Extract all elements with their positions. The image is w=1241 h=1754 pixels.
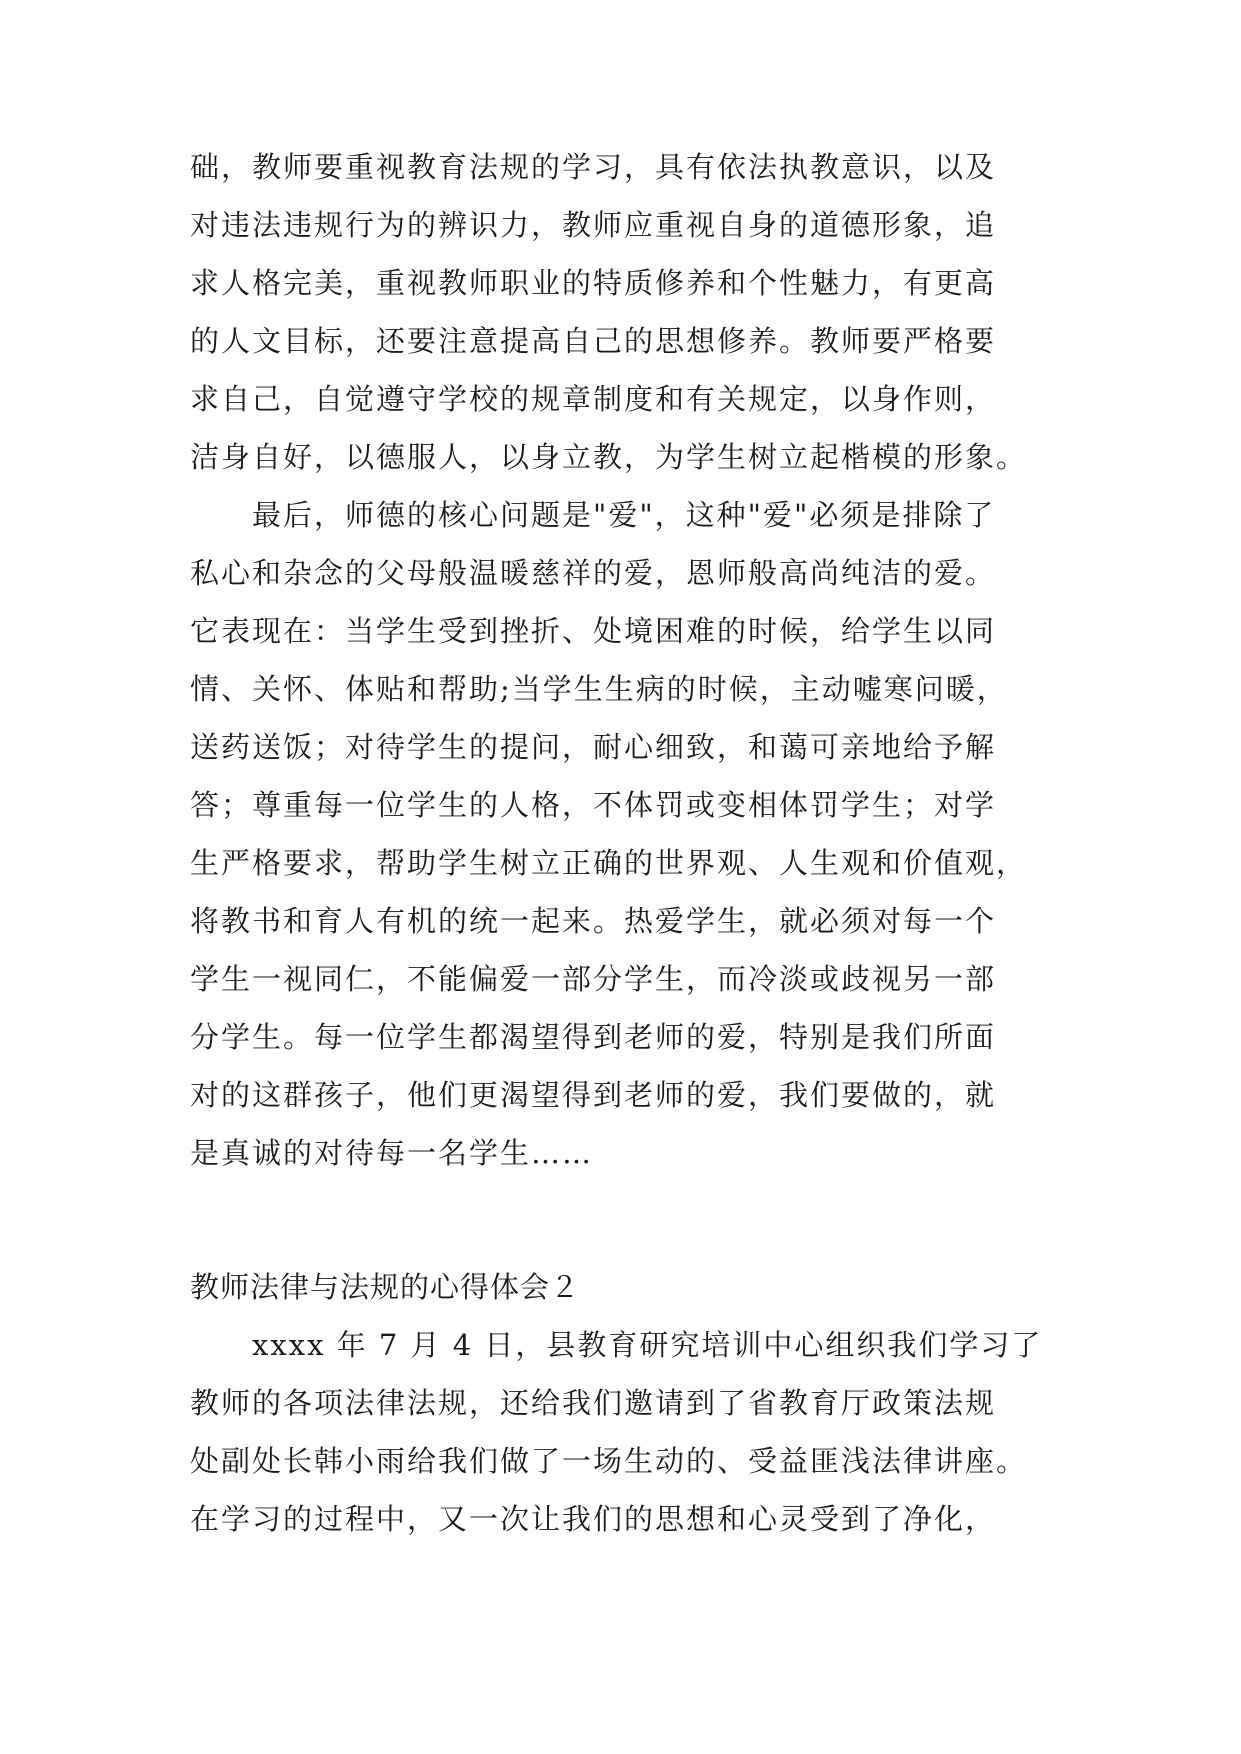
paragraph-core-of-ethics-love [190,486,1070,1182]
text-line: 在学习的过程中，又一次让我们的思想和心灵受到了净化， [190,1502,997,1536]
text-line: 私心和杂念的父母般温暖慈祥的爱，恩师般高尚纯洁的爱。 [190,556,997,590]
text-line: 的人文目标，还要注意提高自己的思想修养。教师要严格要 [190,324,997,358]
text-line: 处副处长韩小雨给我们做了一场生动的、受益匪浅法律讲座。 [190,1444,1028,1478]
text-line: 情、关怀、体贴和帮助;当学生生病的时候，主动嘘寒问暖， [190,672,1008,706]
text-line: 求自己，自觉遵守学校的规章制度和有关规定，以身作则， [190,382,997,416]
text-line: 是真诚的对待每一名学生…… [190,1136,594,1170]
text-line: 分学生。每一位学生都渴望得到老师的爱，特别是我们所面 [190,1020,997,1054]
text-line: 洁身自好，以德服人，以身立教，为学生树立起楷模的形象。 [190,440,1028,474]
text-line: 对违法违规行为的辨识力，教师应重视自身的道德形象，追 [190,208,997,242]
text-line: 将教书和育人有机的统一起来。热爱学生，就必须对每一个 [190,904,997,938]
section-heading: 教师法律与法规的心得体会２ [190,1270,581,1304]
text-line: 求人格完美，重视教师职业的特质修养和个性魅力，有更高 [190,266,997,300]
text-line: 送药送饭；对待学生的提问，耐心细致，和蔼可亲地给予解 [190,730,997,764]
text-line: 答；尊重每一位学生的人格，不体罚或变相体罚学生；对学 [190,788,997,822]
text-line: 它表现在：当学生受到挫折、处境困难的时候，给学生以同 [190,614,997,648]
text-line: 最后，师德的核心问题是"爱"，这种"爱"必须是排除了 [190,498,996,532]
text-line: 生严格要求，帮助学生树立正确的世界观、人生观和价值观， [190,846,1028,880]
text-line: 对的这群孩子，他们更渴望得到老师的爱，我们要做的，就 [190,1078,997,1112]
text-line: 础，教师要重视教育法规的学习，具有依法执教意识，以及 [190,150,997,184]
text-line: 教师的各项法律法规，还给我们邀请到了省教育厅政策法规 [190,1386,997,1420]
paragraph-law-training-session [190,1316,1070,1548]
paragraph-teacher-ethics-conduct [190,138,1070,486]
text-line: xxxx 年 7 月 4 日，县教育研究培训中心组织我们学习了 [190,1328,1043,1362]
text-line: 学生一视同仁，不能偏爱一部分学生，而冷淡或歧视另一部 [190,962,997,996]
